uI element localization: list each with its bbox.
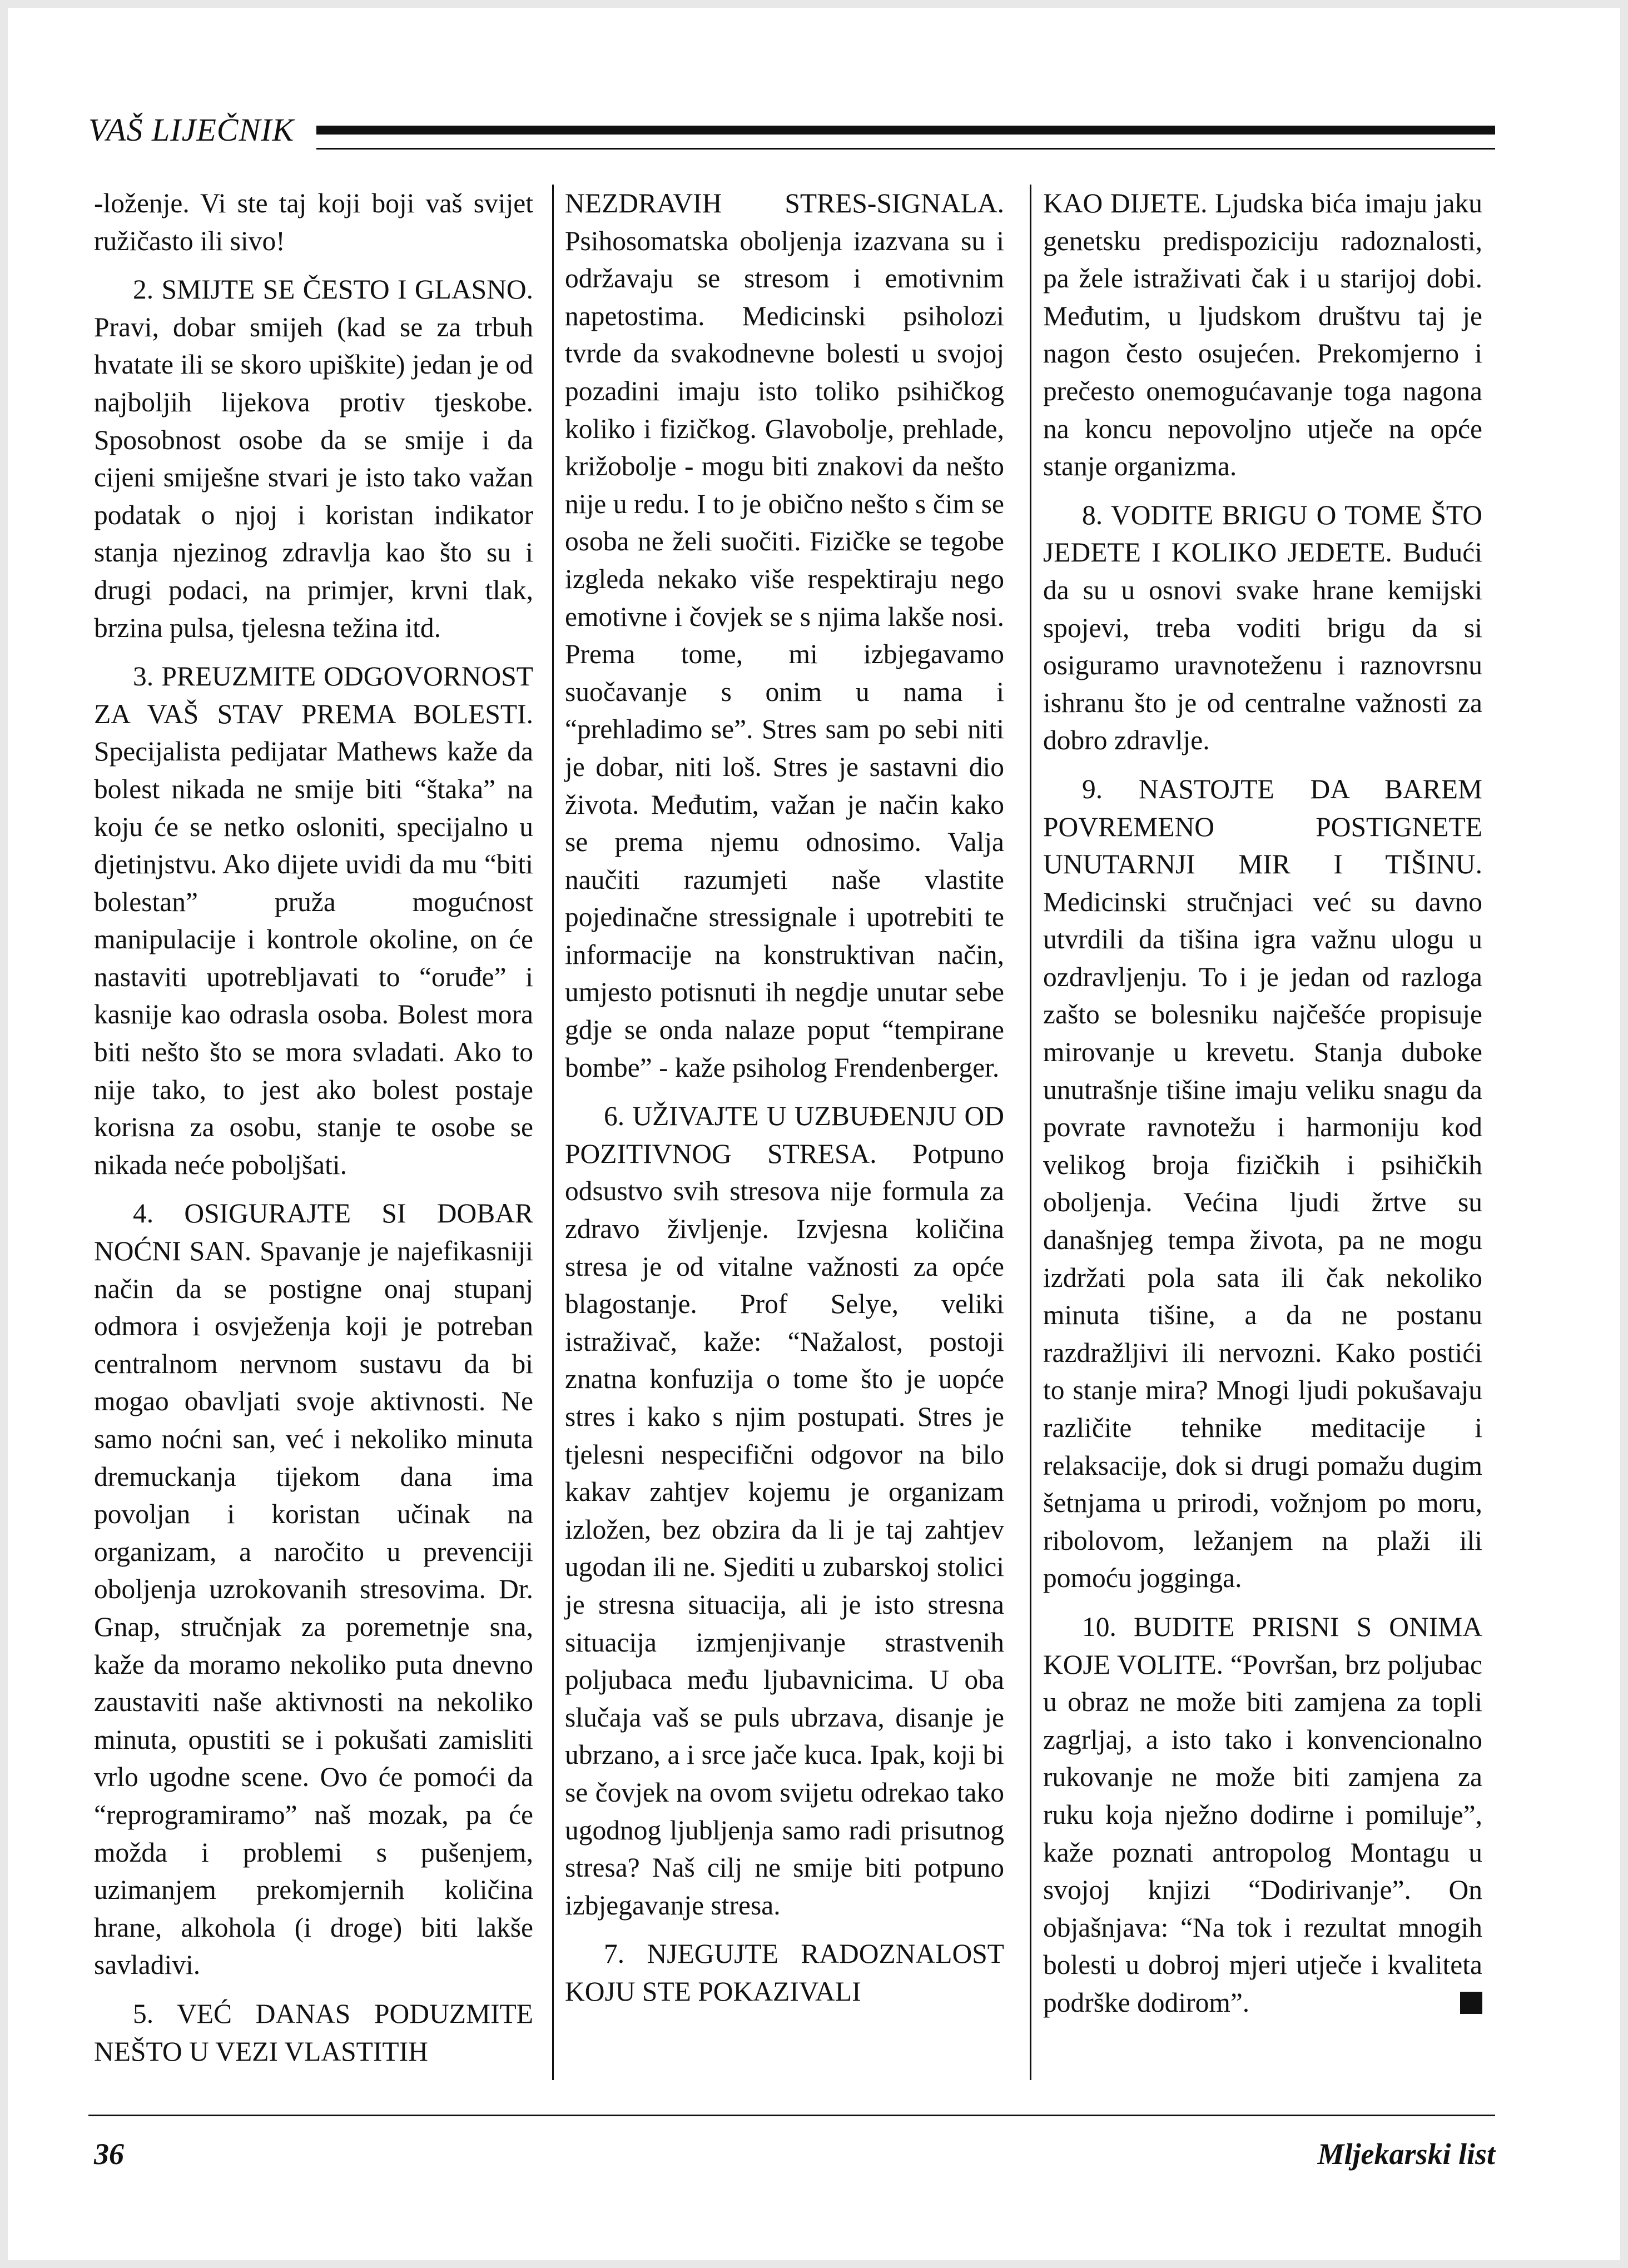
footer-rule (88, 2115, 1495, 2116)
page-header (88, 108, 1495, 152)
paragraph: 3. PREUZMITE ODGOVORNOST ZA VAŠ STAV PREMA BOLESTI. Specijalista pedijatar Mathews kaže da bolest nikada ne smije biti “štaka” na koju će se netko osloniti, specijalno u djetinjstvu. Ako dijete uvidi da mu “biti bolestan” pruža mogućnost manipulacije i kontrole okoline, on će nastaviti upotrebljavati to “oruđe” i kasnije kao odrasla osoba. Bolest mora biti nešto što se mora svladati. Ako to nije tako, to jest ako bolest postaje korisna za osobu, stanje te osobe se nikada neće poboljšati. (94, 661, 533, 1180)
paragraph: 4. OSIGURAJTE SI DOBAR NOĆNI SAN. Spavanje je najefikasniji način da se postigne onaj stupanj odmora i osvježenja koji je potreban centralnom nervnom sustavu da bi mogao obavljati svoje aktivnosti. Ne samo noćni san, već i nekoliko minuta dremuckanja tijekom dana ima povoljan i koristan učinak na organizam, a naročito u prevenciji oboljenja uzrokovanih stresovima. Dr. Gnap, stručnjak za poremetnje sna, kaže da moramo nekoliko puta dnevno zaustaviti naše aktivnosti na nekoliko minuta, opustiti se i pokušati zamisliti vrlo ugodne scene. Ovo će pomoći da “reprogramiramo” naš mozak, pa će možda i problemi s pušenjem, uzimanjem prekomjernih količina hrane, alkohola (i droge) biti lakše savladivi. (94, 1198, 533, 1981)
paragraph: 2. SMIJTE SE ČESTO I GLASNO. Pravi, dobar smijeh (kad se za trbuh hvatate ili se skoro upiškite) jedan je od najboljih lijekova protiv tjeskobe. Sposobnost osobe da se smije i da cijeni smiješne stvari je isto tako važan podatak o njoj i koristan indikator stanja njezinog zdravlja kao što su i drugi podaci, na primjer, krvni tlak, brzina pulsa, tjelesna težina itd. (94, 274, 533, 643)
paragraph-last (1043, 1608, 1482, 2022)
paragraph-text: 10. BUDITE PRISNI S ONIMA KOJE VOLITE. “Površan, brz poljubac u obraz ne može biti zamjena za topli zagrljaj, a isto tako i konvencionalno rukovanje ne može biti zamjena za ruku koja nježno dodirne i pomiluje”, kaže poznati antropolog Montagu u svojoj knjizi “Dodirivanje”. On objašnjava: “Na tok i rezultat mnogih bolesti u dobroj mjeri utječe i kvaliteta podrške dodirom”. (1043, 1611, 1482, 2018)
paragraph: 8. VODITE BRIGU O TOME ŠTO JEDETE I KOLIKO JEDETE. Budući da su u osnovi svake hrane kemijski spojevi, treba voditi brigu da si osiguramo uravnoteženu i raznovrsnu ishranu što je od centralne važnosti za dobro zdravlje. (1043, 499, 1482, 756)
paragraph: 6. UŽIVAJTE U UZBUĐENJU OD POZITIVNOG STRESA. Potpuno odsustvo svih stresova nije formula za zdravo življenje. Izvjesna količina stresa je od vitalne važnosti za opće blagostanje. Prof Selye, veliki istraživač, kaže: “Nažalost, postoji znatna konfuzija o tome što je uopće stres i kako s njim postupati. Stres je tjelesni nespecifični odgovor na bilo kakav zahtjev kojemu je organizam izložen, bez obzira da li je taj zahtjev ugodan ili ne. Sjediti u zubarskoj stolici je stresna situacija, ali je isto stresna situacija izmjenjivanje strastvenih poljubaca među ljubavnicima. U oba slučaja vaš se puls ubrzava, disanje je ubrzano, a i srce jače kuca. Ipak, koji bi se čovjek na ovom svijetu odrekao tako ugodnog ljubljenja samo radi prisutnog stresa? Naš cilj ne smije biti potpuno izbjegavanje stresa. (565, 1101, 1004, 1921)
end-of-article-mark (1460, 1992, 1482, 2014)
column-divider (1030, 185, 1031, 2080)
header-thick-rule (316, 126, 1495, 135)
column-divider (552, 185, 554, 2080)
text-column-2 (565, 185, 1004, 2011)
paragraph: 7. NJEGUJTE RADOZNALOST KOJU STE POKAZIVALI (565, 1938, 1004, 2007)
paragraph: NEZDRAVIH STRES-SIGNALA. Psihosomatska oboljenja izazvana su i održavaju se stresom i emotivnim napetostima. Medicinski psiholozi tvrde da svakodnevne bolesti u svojoj pozadini imaju isto toliko psihičkog koliko i fizičkog. Glavobolje, prehlade, križobolje - mogu biti znakovi da nešto nije u redu. I to je obično nešto s čim se osoba ne želi suočiti. Fizičke se tegobe izgleda nekako više respektiraju nego emotivne i čovjek se s njima lakše nosi. Prema tome, mi izbjegavamo suočavanje s onim u nama i “prehladimo se”. Stres sam po sebi niti je dobar, niti loš. Stres je sastavni dio života. Međutim, važan je način kako se prema njemu odnosimo. Valja naučiti razumjeti naše vlastite pojedinačne stressignale i upotrebiti te informacije na konstruktivan način, umjesto potisnuti ih negdje unutar sebe gdje se onda nalaze poput “tempirane bombe” - kaže psiholog Frendenberger. (565, 188, 1004, 1083)
paragraph: -loženje. Vi ste taj koji boji vaš svijet ružičasto ili sivo! (94, 188, 533, 256)
text-column-3 (1043, 185, 1482, 2022)
magazine-page (8, 8, 1620, 2260)
page-number: 36 (94, 2137, 124, 2171)
paragraph: KAO DIJETE. Ljudska bića imaju jaku genetsku predispoziciju radoznalosti, pa žele istraživati čak i u starijoj dobi. Međutim, u ljudskom društvu taj je nagon često osujećen. Prekomjerno i prečesto onemogućavanje toga nagona na koncu nepovoljno utječe na opće stanje organizma. (1043, 188, 1482, 482)
section-title: VAŠ LIJEČNIK (88, 112, 295, 148)
magazine-name: Mljekarski list (1317, 2137, 1495, 2171)
header-thin-rule (316, 148, 1495, 150)
paragraph: 9. NASTOJTE DA BAREM POVREMENO POSTIGNETE UNUTARNJI MIR I TIŠINU. Medicinski stručnjaci već su davno utvrdili da tišina igra važnu ulogu u ozdravljenju. To i je jedan od razloga zašto se bolesniku najčešće propisuje mirovanje u krevetu. Stanja duboke unutrašnje tišine imaju veliku snagu da povrate ravnotežu i harmoniju kod velikog broja fizičkih i psihičkih oboljenja. Većina ljudi žrtve su današnjeg tempa života, pa ne mogu izdržati pola sata ili čak nekoliko minuta tišine, a da ne postanu razdražljivi ili nervozni. Kako postići to stanje mira? Mnogi ljudi pokušavaju različite tehnike meditacije i relaksacije, dok si drugi pomažu dugim šetnjama u prirodi, vožnjom po moru, ribolovom, ležanjem na plaži ili pomoću jogginga. (1043, 773, 1482, 1594)
paragraph: 5. VEĆ DANAS PODUZMITE NEŠTO U VEZI VLASTITIH (94, 1998, 533, 2067)
text-column-1 (94, 185, 533, 2070)
